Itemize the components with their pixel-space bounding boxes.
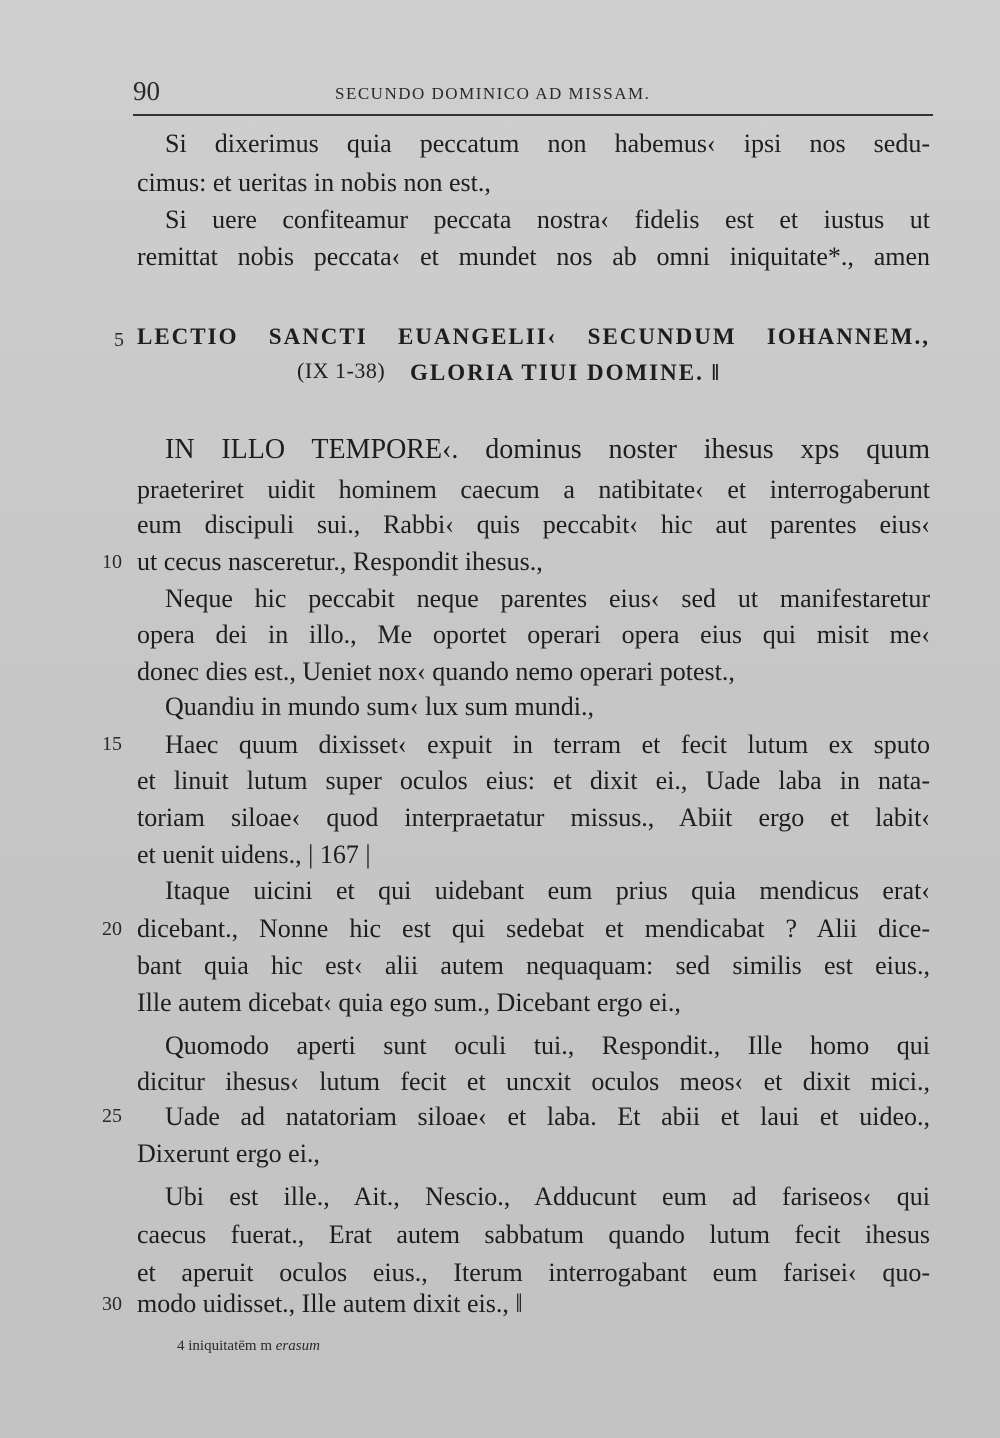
chapter-reference: (IX 1-38) <box>297 358 386 383</box>
line-number: 10 <box>102 551 122 573</box>
text-line: caecus fuerat., Erat autem sabbatum quando lutum fecit ihesus <box>137 1220 930 1249</box>
page-number: 90 <box>133 76 160 106</box>
text-line: Haec quum dixisset‹ expuit in terram et fecit lutum ex sputo <box>165 730 930 759</box>
line-number: 15 <box>102 733 122 755</box>
running-title: SECUNDO DOMINICO AD MISSAM. <box>335 84 651 103</box>
text-line: IN ILLO TEMPORE‹. dominus noster ihesus xps quum <box>165 434 930 465</box>
footnote <box>177 1338 320 1355</box>
gloria-heading: GLORIA TIUI DOMINE. ‖ <box>410 360 722 385</box>
line-number: 5 <box>114 329 124 351</box>
line-number: 25 <box>102 1105 122 1127</box>
header-rule <box>133 114 933 116</box>
text-line: et aperuit oculos eius., Iterum interrogabant eum farisei‹ quo- <box>137 1258 930 1287</box>
text-line: Ille autem dicebat‹ quia ego sum., Dicebant ergo ei., <box>137 988 681 1017</box>
footnote-italic: erasum <box>275 1338 320 1354</box>
text-line: Dixerunt ergo ei., <box>137 1139 320 1168</box>
text-line: remittat nobis peccata‹ et mundet nos ab omni iniquitate*., amen <box>137 242 930 271</box>
text-line: Ubi est ille., Ait., Nescio., Adducunt eum ad fariseos‹ qui <box>165 1182 930 1211</box>
text-line: dicebant., Nonne hic est qui sedebat et mendicabat ? Alii dice- <box>137 914 930 943</box>
text-line: bant quia hic est‹ alii autem nequaquam: sed similis est eius., <box>137 951 930 980</box>
line-number: 30 <box>102 1293 122 1315</box>
line-number: 20 <box>102 918 122 940</box>
text-line: et linuit lutum super oculos eius: et dixit ei., Uade laba in nata- <box>137 766 930 795</box>
text-line: Itaque uicini et qui uidebant eum prius quia mendicus erat‹ <box>165 876 930 905</box>
text-line: cimus: et ueritas in nobis non est., <box>137 168 491 197</box>
text-line: et uenit uidens., | 167 | <box>137 840 371 869</box>
text-line: Uade ad natatoriam siloae‹ et laba. Et abii et laui et uideo., <box>165 1102 930 1131</box>
text-line: Si dixerimus quia peccatum non habemus‹ ipsi nos sedu- <box>165 129 930 158</box>
text-line: modo uidisset., Ille autem dixit eis., ‖ <box>137 1289 523 1318</box>
text-line: donec dies est., Ueniet nox‹ quando nemo operari potest., <box>137 657 735 686</box>
text-line: ut cecus nasceretur., Respondit ihesus., <box>137 547 543 576</box>
text-line: opera dei in illo., Me oportet operari opera eius qui misit me‹ <box>137 620 930 649</box>
footnote-text: 4 iniquitatēm m <box>177 1338 272 1354</box>
text-line: eum discipuli sui., Rabbi‹ quis peccabit‹ hic aut parentes eius‹ <box>137 510 930 539</box>
text-line: toriam siloae‹ quod interpraetatur missus., Abiit ergo et labit‹ <box>137 803 930 832</box>
text-line: Quomodo aperti sunt oculi tui., Respondit., Ille homo qui <box>165 1031 930 1060</box>
text-line: Si uere confiteamur peccata nostra‹ fidelis est et iustus ut <box>165 205 930 234</box>
lection-heading: LECTIO SANCTI EUANGELII‹ SECUNDUM IOHANNEM., <box>137 324 930 349</box>
text-line: Quandiu in mundo sum‹ lux sum mundi., <box>165 692 594 721</box>
text-line: dicitur ihesus‹ lutum fecit et uncxit oculos meos‹ et dixit mici., <box>137 1067 930 1096</box>
text-line: praeteriret uidit hominem caecum a natibitate‹ et interrogaberunt <box>137 475 930 504</box>
text-line: Neque hic peccabit neque parentes eius‹ sed ut manifestaretur <box>165 584 930 613</box>
